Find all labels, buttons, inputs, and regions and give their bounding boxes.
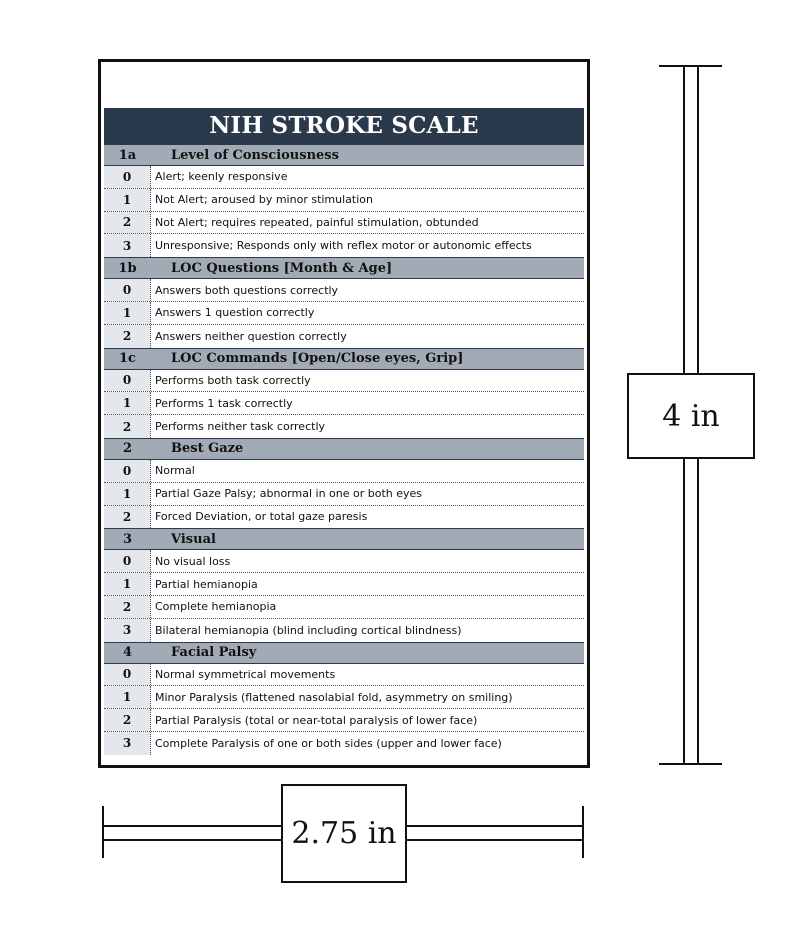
section-header	[104, 438, 584, 460]
score-value: 1	[104, 392, 151, 414]
scale-row	[104, 189, 584, 212]
section-header	[104, 257, 584, 279]
score-value: 2	[104, 325, 151, 348]
section-title: Best Gaze	[171, 441, 244, 457]
score-description: Normal	[155, 464, 195, 478]
height-bottom-tick	[659, 763, 722, 765]
score-value: 1	[104, 189, 151, 211]
section-title: LOC Commands [Open/Close eyes, Grip]	[171, 351, 464, 367]
width-left-tick	[102, 806, 104, 858]
score-value: 3	[104, 234, 151, 257]
section-title: Level of Consciousness	[171, 147, 339, 163]
height-top-tick	[659, 65, 722, 67]
section-code: 2	[122, 441, 133, 457]
section-title: Visual	[171, 531, 216, 547]
width-right-tick	[582, 806, 584, 858]
height-label: 4 in	[627, 373, 755, 459]
score-value: 2	[104, 415, 151, 438]
score-description: Answers 1 question correctly	[155, 306, 315, 320]
section-code: 4	[122, 645, 133, 661]
score-description: Complete Paralysis of one or both sides (upper and lower face)	[155, 736, 502, 750]
score-description: Answers both questions correctly	[155, 283, 339, 297]
section-items	[104, 279, 584, 347]
section-header	[104, 528, 584, 550]
score-value: 1	[104, 686, 151, 708]
scale-row	[104, 619, 584, 642]
section-items	[104, 166, 584, 257]
stroke-scale-card	[98, 59, 590, 768]
scale-row	[104, 302, 584, 325]
section-items	[104, 664, 584, 755]
score-description: Performs 1 task correctly	[155, 396, 293, 410]
score-description: Partial Paralysis (total or near-total paralysis of lower face)	[155, 713, 478, 727]
score-value: 2	[104, 596, 151, 618]
scale-row	[104, 234, 584, 257]
section-items	[104, 550, 584, 641]
score-value: 0	[104, 460, 151, 482]
section-code: 1a	[118, 147, 137, 163]
scale-row	[104, 392, 584, 415]
score-description: Bilateral hemianopia (blind including cortical blindness)	[155, 623, 462, 637]
scale-row	[104, 709, 584, 732]
card-title: NIH STROKE SCALE	[104, 108, 584, 144]
score-value: 0	[104, 370, 151, 392]
score-value: 0	[104, 550, 151, 572]
score-value: 0	[104, 166, 151, 188]
score-description: Complete hemianopia	[155, 600, 277, 614]
score-description: Normal symmetrical movements	[155, 667, 336, 681]
section-items	[104, 460, 584, 528]
section-items	[104, 370, 584, 438]
score-description: Performs neither task correctly	[155, 420, 326, 434]
score-description: Forced Deviation, or total gaze paresis	[155, 510, 368, 524]
score-description: No visual loss	[155, 554, 231, 568]
section-title: Facial Palsy	[171, 645, 257, 661]
section-title: LOC Questions [Month & Age]	[171, 260, 393, 276]
section-header	[104, 642, 584, 664]
score-value: 0	[104, 664, 151, 686]
scale-row	[104, 212, 584, 235]
score-value: 1	[104, 483, 151, 505]
score-value: 3	[104, 732, 151, 755]
scale-row	[104, 279, 584, 302]
section-header	[104, 144, 584, 166]
section-code: 1c	[119, 351, 136, 367]
scale-row	[104, 686, 584, 709]
scale-row	[104, 732, 584, 755]
scale-table	[104, 144, 584, 755]
scale-row	[104, 550, 584, 573]
width-label: 2.75 in	[281, 784, 407, 883]
score-value: 2	[104, 709, 151, 731]
section-code: 3	[122, 531, 133, 547]
score-description: Alert; keenly responsive	[155, 170, 288, 184]
scale-row	[104, 166, 584, 189]
score-value: 1	[104, 302, 151, 324]
score-value: 0	[104, 279, 151, 301]
scale-row	[104, 506, 584, 529]
score-description: Partial Gaze Palsy; abnormal in one or both eyes	[155, 487, 423, 501]
scale-row	[104, 325, 584, 348]
score-description: Minor Paralysis (flattened nasolabial fold, asymmetry on smiling)	[155, 690, 513, 704]
score-value: 3	[104, 619, 151, 642]
scale-row	[104, 370, 584, 393]
scale-row	[104, 415, 584, 438]
score-description: Not Alert; aroused by minor stimulation	[155, 193, 373, 207]
scale-row	[104, 483, 584, 506]
scale-row	[104, 460, 584, 483]
score-value: 1	[104, 573, 151, 595]
score-description: Performs both task correctly	[155, 373, 311, 387]
section-code: 1b	[118, 260, 137, 276]
score-value: 2	[104, 212, 151, 234]
scale-row	[104, 664, 584, 687]
card-top-blank	[101, 62, 587, 108]
score-description: Unresponsive; Responds only with reflex motor or autonomic effects	[155, 239, 532, 253]
scale-row	[104, 596, 584, 619]
score-description: Partial hemianopia	[155, 577, 258, 591]
section-header	[104, 348, 584, 370]
score-value: 2	[104, 506, 151, 529]
scale-row	[104, 573, 584, 596]
score-description: Answers neither question correctly	[155, 329, 347, 343]
score-description: Not Alert; requires repeated, painful stimulation, obtunded	[155, 215, 479, 229]
